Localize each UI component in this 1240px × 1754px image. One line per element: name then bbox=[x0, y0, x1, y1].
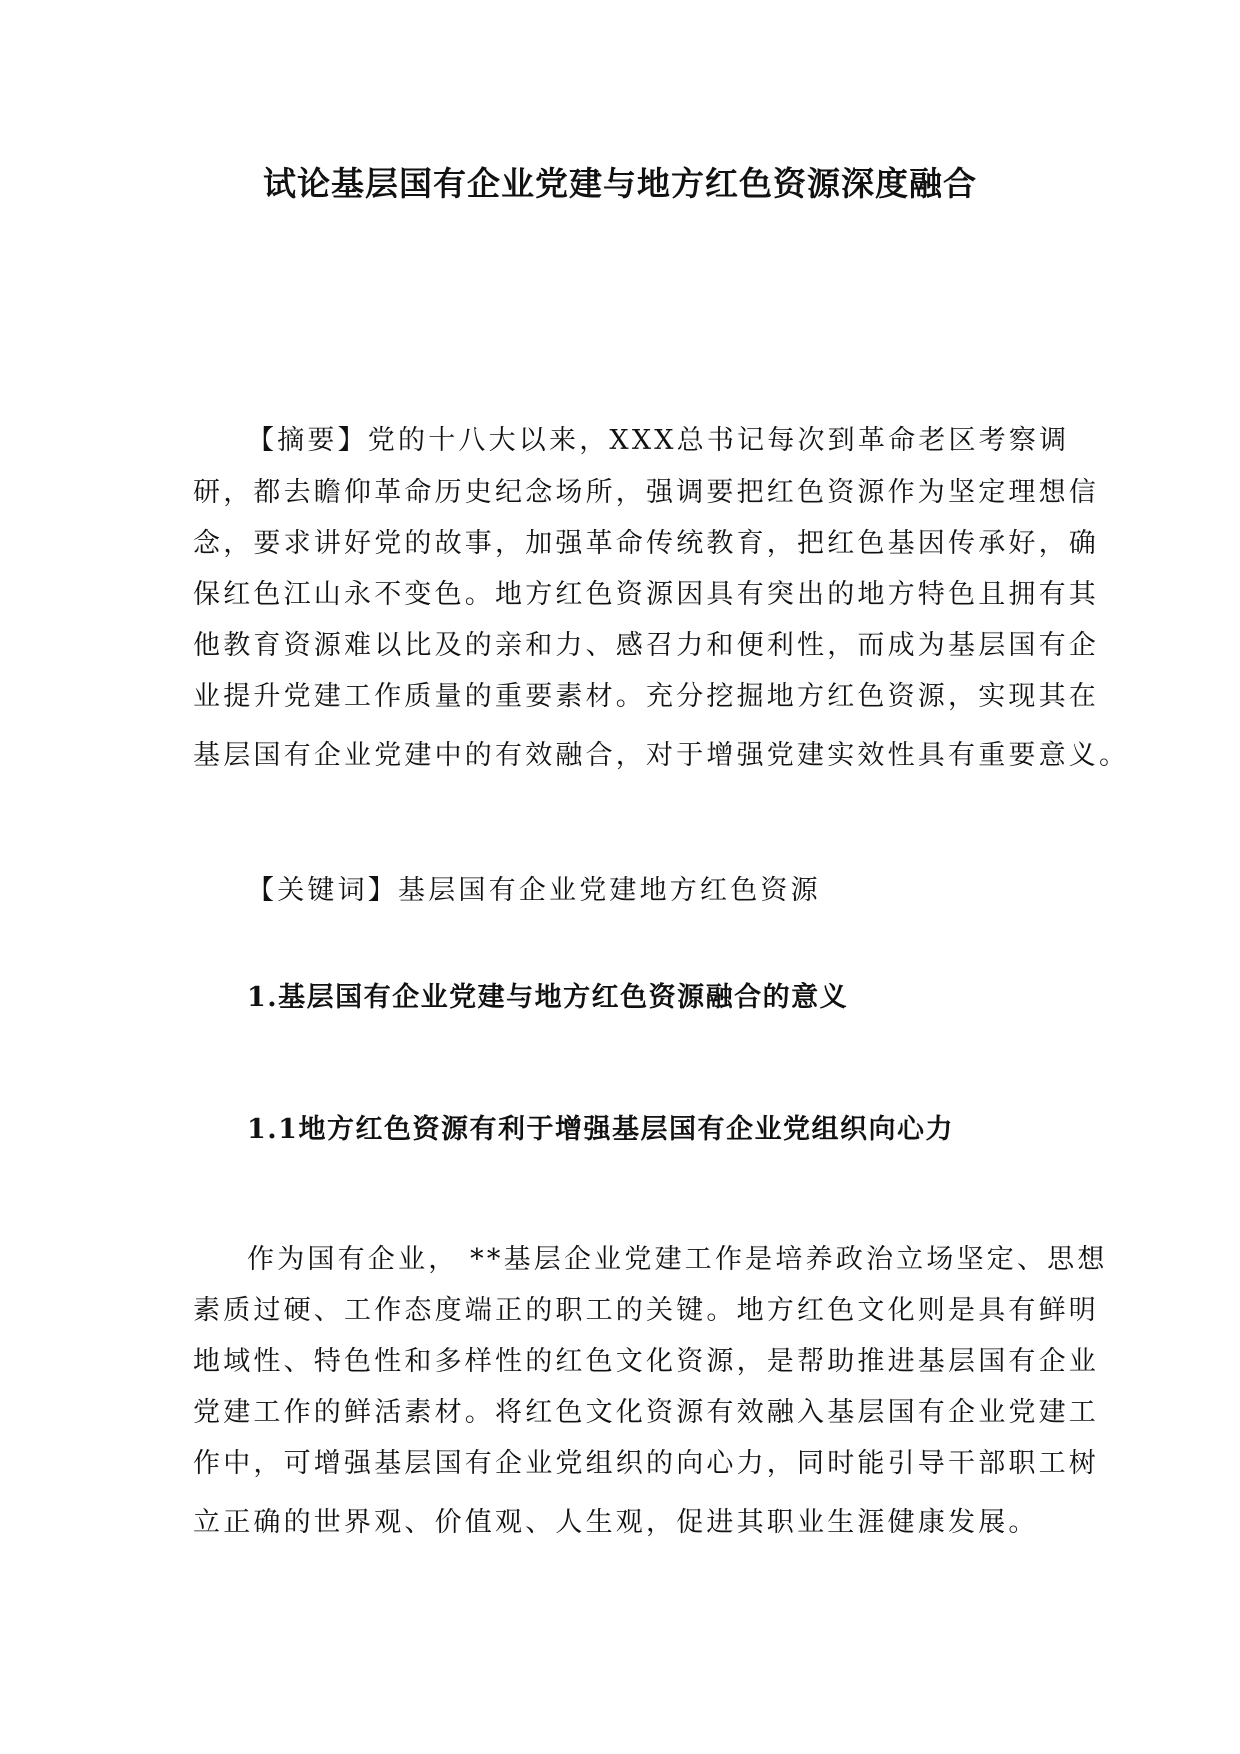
subsection-heading: 1.1地方红色资源有利于增强基层国有企业党组织向心力 bbox=[247, 1114, 954, 1145]
abstract-line: 研，都去瞻仰革命历史纪念场所，强调要把红色资源作为坚定理想信 bbox=[193, 477, 1099, 508]
abstract-line: 他教育资源难以比及的亲和力、感召力和便利性，而成为基层国有企 bbox=[193, 630, 1099, 661]
body-line: 立正确的世界观、价值观、人生观，促进其职业生涯健康发展。 bbox=[193, 1507, 1039, 1538]
body-line: 素质过硬、工作态度端正的职工的关键。地方红色文化则是具有鲜明 bbox=[193, 1295, 1099, 1326]
abstract-line: 业提升党建工作质量的重要素材。充分挖掘地方红色资源，实现其在 bbox=[193, 681, 1099, 712]
abstract-line: 【摘要】党的十八大以来，XXX总书记每次到革命老区考察调 bbox=[247, 425, 1070, 456]
abstract-line: 念，要求讲好党的故事，加强革命传统教育，把红色基因传承好，确 bbox=[193, 528, 1099, 559]
abstract-line: 保红色江山永不变色。地方红色资源因具有突出的地方特色且拥有其 bbox=[193, 579, 1099, 610]
body-line: 作为国有企业， **基层企业党建工作是培养政治立场坚定、思想 bbox=[247, 1244, 1108, 1275]
body-line: 地域性、特色性和多样性的红色文化资源，是帮助推进基层国有企业 bbox=[193, 1346, 1099, 1377]
body-line: 作中，可增强基层国有企业党组织的向心力，同时能引导干部职工树 bbox=[193, 1448, 1099, 1479]
document-title: 试论基层国有企业党建与地方红色资源深度融合 bbox=[263, 164, 977, 203]
abstract-line: 基层国有企业党建中的有效融合，对于增强党建实效性具有重要意义。 bbox=[193, 740, 1130, 771]
body-line: 党建工作的鲜活素材。将红色文化资源有效融入基层国有企业党建工 bbox=[193, 1397, 1099, 1428]
keywords-line: 【关键词】基层国有企业党建地方红色资源 bbox=[247, 875, 821, 906]
section-heading: 1.基层国有企业党建与地方红色资源融合的意义 bbox=[247, 982, 849, 1013]
